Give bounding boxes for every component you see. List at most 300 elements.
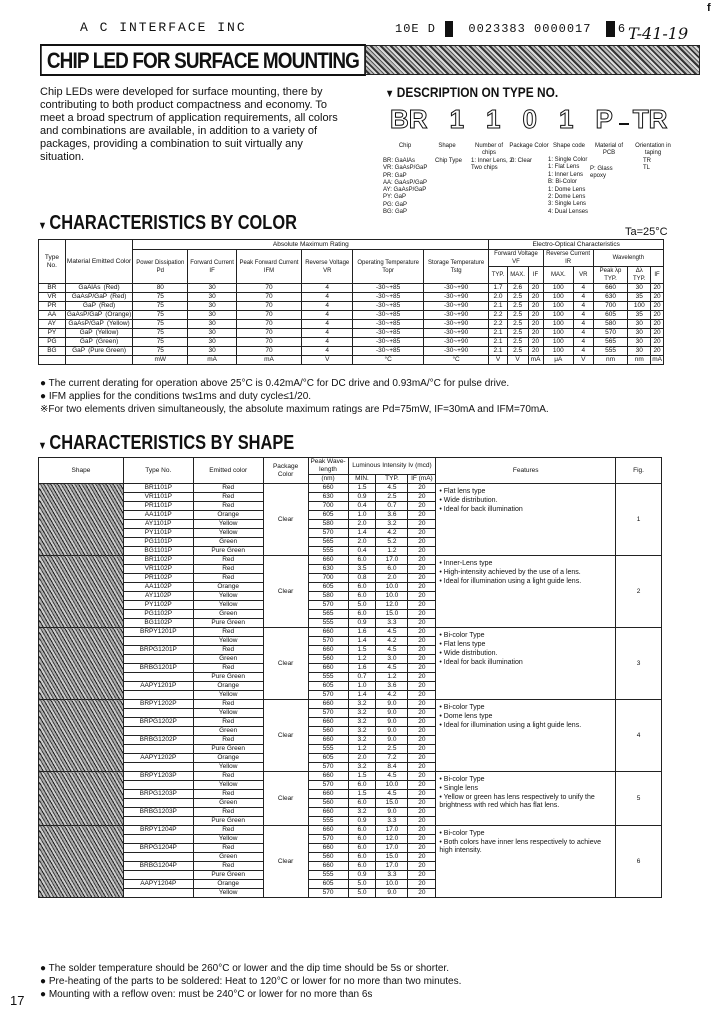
package-detail: 0: Clear	[511, 158, 533, 164]
table-cell: 30	[188, 338, 237, 347]
led-shape-image	[39, 772, 124, 826]
emitted-color: Yellow	[193, 520, 263, 529]
col-header: Power Dissipation Pd	[133, 250, 188, 284]
feature-line: • Bi-color Type	[439, 830, 485, 837]
iv-if: 20	[408, 646, 436, 655]
table-cell: 4	[574, 329, 594, 338]
iv-if: 20	[408, 763, 436, 772]
iv-typ: 4.5	[376, 628, 408, 637]
peak-wavelength: 660	[308, 484, 348, 493]
table-cell: 30	[188, 329, 237, 338]
note-line: ● Pre-heating of the parts to be soldered: Heat to 120°C or lower for no more than two minutes.	[40, 976, 462, 987]
iv-if: 20	[408, 565, 436, 574]
table-cell: 20	[651, 329, 664, 338]
iv-typ: 4.2	[376, 529, 408, 538]
emitted-color: Yellow	[193, 709, 263, 718]
tape-list	[643, 158, 651, 173]
table-cell: -30~+85	[353, 320, 423, 329]
feature-line: • Flat lens type	[439, 488, 486, 495]
sub-header: IF (mA)	[408, 475, 436, 484]
table-cell: -30~+90	[423, 320, 489, 329]
col-header: Material Emitted Color	[65, 240, 132, 284]
type-no: AAPY1202P	[123, 754, 193, 763]
type-no: PG1101P	[123, 538, 193, 547]
type-no	[123, 835, 193, 844]
peak-wavelength: 700	[308, 574, 348, 583]
type-no	[123, 727, 193, 736]
iv-typ: 17.0	[376, 844, 408, 853]
emitted-color: Green	[193, 727, 263, 736]
table-cell: 75	[133, 347, 188, 356]
code-label: Chip	[398, 143, 412, 149]
type-entry: PR: GaP	[383, 172, 407, 179]
iv-min: 6.0	[348, 781, 376, 790]
table-cell: 2.6	[507, 284, 528, 293]
type-no	[123, 799, 193, 808]
pcb-list	[590, 166, 613, 181]
fig-number: 4	[616, 700, 662, 772]
shape-table-row	[39, 826, 662, 835]
iv-typ: 9.0	[376, 700, 408, 709]
iv-if: 20	[408, 556, 436, 565]
iv-typ: 1.2	[376, 547, 408, 556]
feature-line: • Single lens	[439, 785, 479, 792]
package-color: Clear	[263, 628, 308, 700]
led-shape-image	[39, 700, 124, 772]
iv-if: 20	[408, 736, 436, 745]
iv-min: 1.5	[348, 772, 376, 781]
iv-if: 20	[408, 754, 436, 763]
emitted-color: (Red)	[110, 293, 127, 300]
iv-min: 6.0	[348, 835, 376, 844]
iv-if: 20	[408, 772, 436, 781]
peak-wavelength: 570	[308, 691, 348, 700]
table-cell: 570	[593, 329, 628, 338]
table-cell: -30~+85	[353, 311, 423, 320]
table-cell: BG	[39, 347, 66, 356]
iv-typ: 1.2	[376, 673, 408, 682]
iv-if: 20	[408, 538, 436, 547]
shape-entry: 3: Single Lens	[548, 201, 587, 208]
material: GaP	[82, 302, 96, 309]
iv-if: 20	[408, 700, 436, 709]
iv-if: 20	[408, 601, 436, 610]
table-cell: 2.2	[489, 320, 507, 329]
table-cell: 4	[574, 320, 594, 329]
code-chips: 1	[486, 104, 501, 134]
emitted-color: Red	[193, 574, 263, 583]
emitted-color: Yellow	[193, 763, 263, 772]
emitted-color: Red	[193, 664, 263, 673]
shape-table-row	[39, 628, 662, 637]
iv-if: 20	[408, 718, 436, 727]
emitted-color: Orange	[193, 754, 263, 763]
col-header: Type No.	[123, 458, 193, 484]
peak-wavelength: 660	[308, 826, 348, 835]
peak-wavelength: 570	[308, 835, 348, 844]
emitted-color: Red	[193, 493, 263, 502]
table-cell: 2.5	[507, 311, 528, 320]
feature-line: • Both colors have inner lens respectively to achieve high intensity.	[439, 839, 601, 854]
table-cell: 30	[188, 293, 237, 302]
group-header: Electro-Optical Characteristics	[489, 240, 664, 250]
table-cell: 30	[188, 284, 237, 293]
table-cell: 20	[651, 284, 664, 293]
table-cell: 20	[528, 284, 543, 293]
shape-entry: 4: Dual Lenses	[548, 208, 589, 215]
table-cell: 20	[651, 320, 664, 329]
table-cell: 100	[543, 320, 573, 329]
peak-wavelength: 660	[308, 646, 348, 655]
type-no: BR1102P	[123, 556, 193, 565]
table-cell: 2.5	[507, 293, 528, 302]
feature-line: • Wide distribution.	[439, 650, 498, 657]
code-label: Shape code	[552, 143, 586, 149]
iv-min: 6.0	[348, 862, 376, 871]
section-heading-shape	[38, 432, 294, 455]
iv-min: 1.0	[348, 682, 376, 691]
table-cell: 605	[593, 311, 628, 320]
type-no	[123, 655, 193, 664]
type-no: PR1101P	[123, 502, 193, 511]
iv-typ: 4.5	[376, 664, 408, 673]
iv-if: 20	[408, 583, 436, 592]
fig-number: 1	[616, 484, 662, 556]
pcb-entry: P: Glass	[590, 166, 613, 172]
shape-list	[548, 157, 588, 216]
iv-typ: 3.2	[376, 520, 408, 529]
table-cell: 75	[133, 293, 188, 302]
table-cell: 70	[236, 338, 301, 347]
color-table-row	[39, 329, 664, 338]
iv-if: 20	[408, 880, 436, 889]
code-orientation: TR	[632, 104, 668, 134]
table-cell: 20	[651, 293, 664, 302]
emitted-color: (Orange)	[105, 311, 132, 318]
iv-min: 3.2	[348, 808, 376, 817]
features-cell	[436, 628, 616, 700]
chips-detail: 1: Inner Lens, 2: Two chips	[471, 158, 515, 172]
iv-min: 6.0	[348, 844, 376, 853]
type-entry: BR: GaAlAs	[383, 158, 416, 164]
material: GaP	[79, 338, 93, 345]
type-no: AAPY1204P	[123, 880, 193, 889]
type-no	[123, 781, 193, 790]
iv-min: 6.0	[348, 583, 376, 592]
emitted-color: Red	[193, 646, 263, 655]
sub-header: Peak λp TYP.	[593, 267, 628, 284]
table-cell: 30	[628, 329, 651, 338]
table-cell: 30	[188, 320, 237, 329]
shape-entry: 2: Dome Lens	[548, 194, 586, 201]
emitted-color: Red	[193, 718, 263, 727]
ambient-temp-note: Ta=25°C	[625, 226, 668, 238]
table-cell: -30~+85	[353, 338, 423, 347]
feature-line: • Bi-color Type	[439, 776, 485, 783]
table-cell: 630	[593, 293, 628, 302]
table-cell: 100	[628, 302, 651, 311]
emitted-color: Pure Green	[193, 745, 263, 754]
table-cell: 2.2	[489, 311, 507, 320]
code-label: Shape	[438, 143, 456, 149]
table-cell: 565	[593, 338, 628, 347]
col-header: Peak Wave-length	[308, 458, 348, 475]
peak-wavelength: 555	[308, 871, 348, 880]
code-chip: BR	[390, 104, 428, 134]
unit-cell: nm	[628, 356, 651, 365]
iv-if: 20	[408, 709, 436, 718]
table-cell: 4	[302, 284, 353, 293]
fig-number: 5	[616, 772, 662, 826]
peak-wavelength: 580	[308, 520, 348, 529]
table-cell: 35	[628, 311, 651, 320]
table-cell: 100	[543, 311, 573, 320]
type-no: PR1102P	[123, 574, 193, 583]
sub-header: MAX.	[543, 267, 573, 284]
sub-header: TYP.	[489, 267, 507, 284]
iv-if: 20	[408, 745, 436, 754]
unit-cell: mA	[188, 356, 237, 365]
code-label: Material of PCB	[594, 143, 623, 156]
emitted-color: (Yellow)	[106, 320, 130, 327]
table-cell: 70	[236, 320, 301, 329]
iv-if: 20	[408, 691, 436, 700]
emitted-color: Pure Green	[193, 547, 263, 556]
peak-wavelength: 555	[308, 673, 348, 682]
iv-min: 6.0	[348, 592, 376, 601]
type-no: BG1101P	[123, 547, 193, 556]
triangle-bullet-icon: ▼	[38, 440, 47, 452]
iv-if: 20	[408, 628, 436, 637]
table-cell	[65, 320, 132, 329]
table-cell: 580	[593, 320, 628, 329]
peak-wavelength: 570	[308, 637, 348, 646]
iv-if: 20	[408, 826, 436, 835]
emitted-color: Green	[193, 655, 263, 664]
type-entry: AA: GaAsP/GaP	[383, 179, 428, 186]
emitted-color: (Red)	[98, 302, 116, 309]
iv-if: 20	[408, 493, 436, 502]
table-cell: 2.0	[489, 293, 507, 302]
type-no: BRPY1203P	[123, 772, 193, 781]
emitted-color: Orange	[193, 511, 263, 520]
code-shape-code: 1	[558, 104, 574, 134]
iv-if: 20	[408, 862, 436, 871]
code-shape: 1	[449, 104, 465, 134]
emitted-color: Pure Green	[193, 673, 263, 682]
iv-if: 20	[408, 844, 436, 853]
led-shape-image	[39, 556, 124, 628]
table-cell: 30	[188, 302, 237, 311]
table-cell: 2.5	[507, 338, 528, 347]
iv-if: 20	[408, 502, 436, 511]
iv-if: 20	[408, 727, 436, 736]
sub-header: (nm)	[308, 475, 348, 484]
iv-typ: 4.2	[376, 691, 408, 700]
peak-wavelength: 660	[308, 700, 348, 709]
table-cell: 100	[543, 302, 573, 311]
table-cell: -30~+85	[353, 329, 423, 338]
type-no: PY1102P	[123, 601, 193, 610]
col-header: Forward Current IF	[188, 250, 237, 284]
iv-typ: 10.0	[376, 781, 408, 790]
pcb-entry: epoxy	[590, 173, 607, 180]
table-cell: -30~+85	[353, 284, 423, 293]
table-cell: 4	[574, 347, 594, 356]
iv-typ: 6.0	[376, 565, 408, 574]
table-cell: -30~+90	[423, 311, 489, 320]
table-cell: 100	[543, 284, 573, 293]
type-no	[123, 889, 193, 898]
iv-if: 20	[408, 520, 436, 529]
peak-wavelength: 660	[308, 736, 348, 745]
iv-min: 6.0	[348, 853, 376, 862]
corner-mark: f	[707, 2, 711, 14]
emitted-color: Red	[193, 844, 263, 853]
iv-min: 0.9	[348, 817, 376, 826]
iv-min: 6.0	[348, 826, 376, 835]
emitted-color: Yellow	[193, 889, 263, 898]
fig-number: 3	[616, 628, 662, 700]
page-number: 17	[10, 993, 25, 1008]
iv-if: 20	[408, 835, 436, 844]
emitted-color: Green	[193, 610, 263, 619]
iv-typ: 17.0	[376, 826, 408, 835]
led-shape-image	[39, 826, 124, 898]
note-line: ● The current derating for operation above 25°C is 0.42mA/°C for DC drive and 0.93mA/°C for pulse drive.	[40, 378, 510, 389]
iv-typ: 2.0	[376, 574, 408, 583]
package-color: Clear	[263, 556, 308, 628]
col-header: Reverse Voltage VR	[302, 250, 353, 284]
emitted-color: (Red)	[103, 284, 120, 291]
type-no	[123, 709, 193, 718]
emitted-color: Orange	[193, 880, 263, 889]
table-cell: 100	[543, 293, 573, 302]
shape-table-row	[39, 772, 662, 781]
col-header: Peak Forward Current IFM	[236, 250, 301, 284]
iv-min: 1.5	[348, 484, 376, 493]
iv-min: 0.4	[348, 502, 376, 511]
iv-if: 20	[408, 610, 436, 619]
iv-if: 20	[408, 817, 436, 826]
iv-min: 0.9	[348, 493, 376, 502]
iv-typ: 0.7	[376, 502, 408, 511]
iv-typ: 3.3	[376, 871, 408, 880]
color-characteristics-table	[38, 239, 664, 365]
emitted-color: (Green)	[95, 338, 119, 345]
iv-min: 5.0	[348, 889, 376, 898]
peak-wavelength: 700	[308, 502, 348, 511]
iv-min: 2.0	[348, 520, 376, 529]
type-no	[123, 637, 193, 646]
code-label: Orientation in taping	[635, 143, 671, 156]
iv-if: 20	[408, 781, 436, 790]
peak-wavelength: 660	[308, 790, 348, 799]
peak-wavelength: 570	[308, 709, 348, 718]
color-table-row	[39, 320, 664, 329]
iv-typ: 9.0	[376, 709, 408, 718]
col-header: Emitted color	[193, 458, 263, 484]
sub-header: VR	[574, 267, 594, 284]
peak-wavelength: 570	[308, 781, 348, 790]
table-cell: -30~+90	[423, 284, 489, 293]
unit-cell: V	[302, 356, 353, 365]
feature-line: • Inner-Lens type	[439, 560, 493, 567]
table-cell	[65, 293, 132, 302]
iv-typ: 3.6	[376, 511, 408, 520]
iv-typ: 3.3	[376, 817, 408, 826]
unit-cell: V	[574, 356, 594, 365]
table-cell: 75	[133, 302, 188, 311]
iv-if: 20	[408, 655, 436, 664]
iv-min: 0.9	[348, 619, 376, 628]
peak-wavelength: 560	[308, 853, 348, 862]
type-no	[123, 853, 193, 862]
table-cell: 20	[528, 302, 543, 311]
type-no: BG1102P	[123, 619, 193, 628]
feature-line: • Ideal for illumination using a light guide lens.	[439, 578, 582, 585]
iv-if: 20	[408, 808, 436, 817]
peak-wavelength: 660	[308, 862, 348, 871]
iv-if: 20	[408, 682, 436, 691]
code-label: Number of chips	[474, 143, 503, 156]
type-no	[123, 673, 193, 682]
sub-header: TYP.	[376, 475, 408, 484]
tape-entry: TL	[643, 165, 651, 172]
color-table-row	[39, 284, 664, 293]
material: GaP	[79, 329, 93, 336]
shape-entry: 1: Flat Lens	[548, 164, 580, 171]
table-cell: -30~+90	[423, 293, 489, 302]
iv-if: 20	[408, 592, 436, 601]
peak-wavelength: 555	[308, 745, 348, 754]
iv-if: 20	[408, 547, 436, 556]
fig-number: 6	[616, 826, 662, 898]
note-line: ● IFM applies for the conditions tw≤1ms and duty cycle≤1/20.	[40, 391, 312, 402]
header-num1: 0023383	[468, 22, 526, 36]
emitted-color: Red	[193, 502, 263, 511]
table-cell: 70	[236, 302, 301, 311]
col-header: Storage Temperature Tstg	[423, 250, 489, 284]
unit-cell: mA	[652, 356, 662, 363]
iv-typ: 12.0	[376, 601, 408, 610]
unit-cell: °C	[423, 356, 489, 365]
iv-typ: 17.0	[376, 862, 408, 871]
peak-wavelength: 660	[308, 664, 348, 673]
iv-typ: 2.5	[376, 493, 408, 502]
description-heading	[385, 84, 558, 100]
material: GaAsP/GaP	[66, 311, 103, 318]
feature-line: • High-intensity achieved by the use of a lens.	[439, 569, 581, 576]
iv-if: 20	[408, 889, 436, 898]
table-cell: 30	[188, 347, 237, 356]
table-cell: 30	[628, 284, 651, 293]
table-cell: AA	[39, 311, 66, 320]
table-cell: 100	[543, 338, 573, 347]
iv-typ: 15.0	[376, 610, 408, 619]
iv-if: 20	[408, 871, 436, 880]
type-entry: BG: GaP	[383, 209, 408, 216]
table-cell	[65, 311, 132, 320]
emitted-color: Pure Green	[193, 871, 263, 880]
section-heading-text: CHARACTERISTICS BY COLOR	[49, 212, 297, 234]
unit-cell: nm	[593, 356, 628, 365]
type-no	[123, 691, 193, 700]
emitted-color: Red	[193, 808, 263, 817]
table-cell: 2.1	[489, 347, 507, 356]
header-num2: 0000017	[534, 22, 592, 36]
features-cell	[436, 556, 616, 628]
